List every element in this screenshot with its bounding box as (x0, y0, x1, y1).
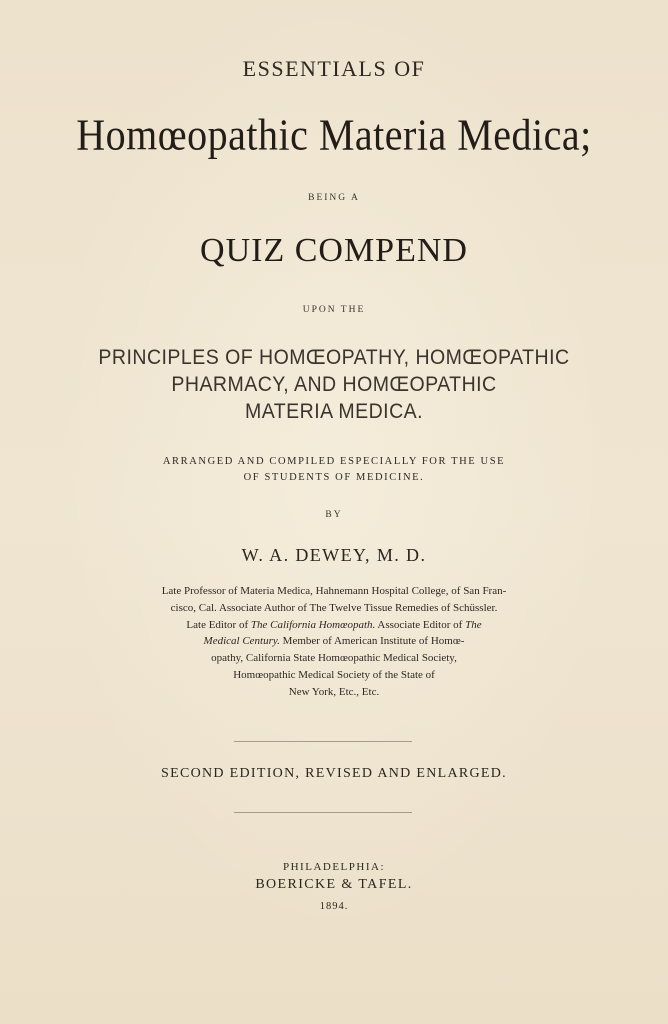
upon-the-text: UPON THE (302, 305, 366, 315)
series-heading: ESSENTIALS OF (242, 56, 426, 81)
book-subtitle: QUIZ COMPEND (200, 232, 468, 269)
principles-line: MATERIA MEDICA. (244, 400, 424, 423)
credentials-line: cisco, Cal. Associate Author of The Twelve Tissue Remedies of Schüssler. (170, 601, 498, 614)
credentials-line: Late Professor of Materia Medica, Hahnemann Hospital College, of San Fran- (161, 585, 507, 597)
arranged-line: OF STUDENTS OF MEDICINE. (243, 472, 425, 483)
publication-year: 1894. (319, 901, 349, 912)
credentials-line: Late Editor of The California Homœopath. Associate Editor of The (186, 618, 482, 631)
principles-line: PRINCIPLES OF HOMŒOPATHY, HOMŒOPATHIC (98, 346, 570, 369)
credentials-line: New York, Etc., Etc. (288, 685, 380, 698)
publication-city: PHILADELPHIA: (283, 861, 385, 873)
principles-line: PHARMACY, AND HOMŒOPATHIC (171, 373, 497, 396)
author-credentials (0, 583, 668, 701)
by-text: BY (325, 510, 343, 520)
edition-statement: SECOND EDITION, REVISED AND ENLARGED. (161, 766, 507, 781)
principles-block (23, 344, 644, 425)
arranged-line: ARRANGED AND COMPILED ESPECIALLY FOR THE USE (162, 456, 506, 467)
journal-title: Medical Century. (203, 635, 280, 648)
credentials-line: Medical Century. Member of American Institute of Homœ- (203, 635, 465, 648)
credentials-line: opathy, California State Homœopathic Medical Society, (211, 652, 457, 665)
journal-title: The (465, 618, 482, 631)
being-a-text: BEING A (308, 193, 360, 203)
journal-title: The California Homœopath. (250, 618, 376, 631)
publisher-name: BOERICKE & TAFEL. (255, 877, 413, 892)
arranged-block (0, 454, 668, 486)
divider-rule (234, 812, 412, 813)
author-name: W. A. DEWEY, M. D. (241, 545, 427, 565)
divider-rule (234, 741, 412, 742)
credentials-line: Homœopathic Medical Society of the State of (233, 668, 435, 681)
book-title: Homœopathic Materia Medica; (76, 109, 592, 160)
